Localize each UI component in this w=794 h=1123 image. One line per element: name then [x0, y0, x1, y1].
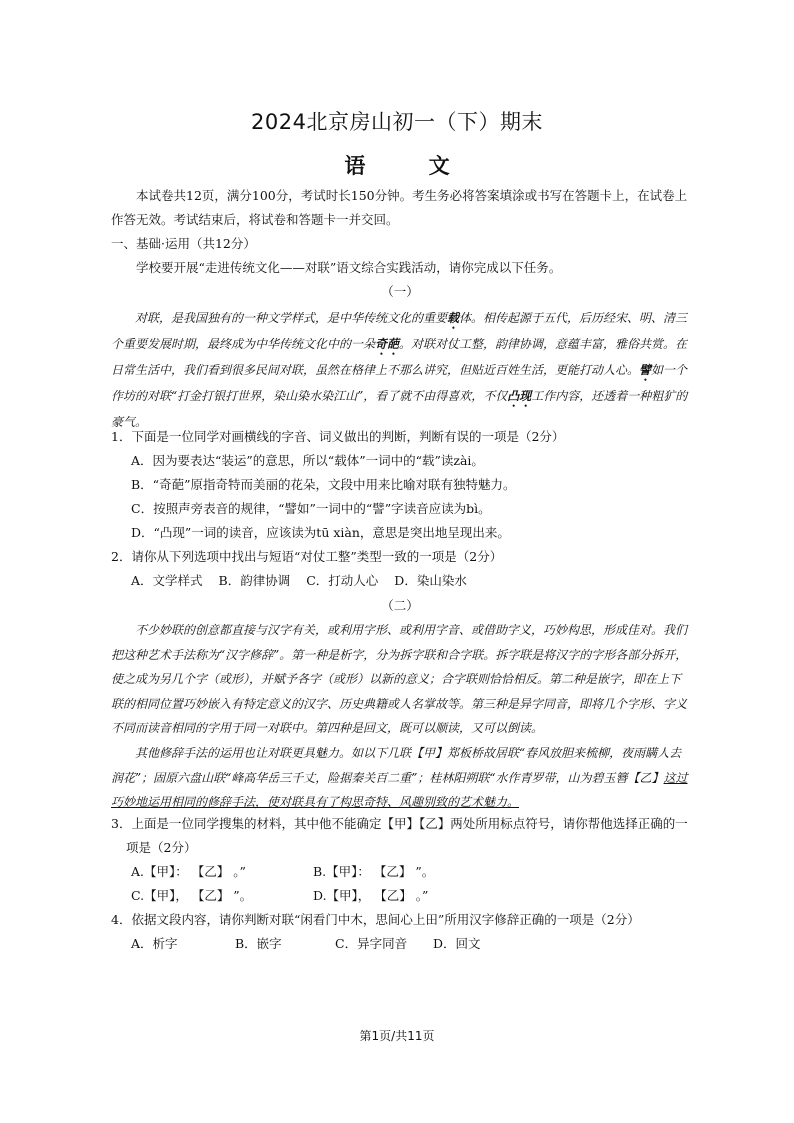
question-3-stem: 3．上面是一位同学搜集的材料，其中他不能确定【甲】【乙】两处所用标点符号，请你帮他选择正确的一项是（2分） [111, 816, 688, 855]
part-label-2: （二） [381, 598, 419, 613]
passage-1-text: 如一个作坊的对联“打金打银打世界，染山染水染江山”，看了就不由得喜欢，不仅 [111, 363, 688, 403]
passage-1-text: 工作内容，还透着一种粗犷的豪气。 [111, 389, 688, 429]
passage-1-text: 体。相传起源于五代，后历经宋、明、清三个重要发展时期，最终成为中华传统文化中的一朵 [111, 311, 688, 351]
q1-option-b: B．“奇葩”原指奇特而美丽的花朵，文段中用来比喻对联有独特魅力。 [131, 477, 516, 492]
exam-title: 2024北京房山初一（下）期末 [251, 110, 543, 134]
question-1-stem: 1．下面是一位同学对画横线的字音、词义做出的判断，判断有误的一项是（2分） [111, 429, 565, 444]
passage-2-para-2-text: 其他修辞手法的运用也让对联更具魅力。如以下几联【甲】郑板桥故居联“春风放胆来梳柳，夜雨瞒人去润花”；固原六盘山联“峰高华岳三千丈，险据秦关百二重”；桂林阳朔联“水作青罗带，山为碧玉簪【乙】 [111, 746, 682, 785]
q4-option-b: B．嵌字 [235, 936, 282, 951]
q4-option-d: D．回文 [433, 936, 481, 951]
q3-options-row-1 [111, 860, 709, 884]
marked-word-pi: 譬 [639, 363, 652, 377]
section-heading: 一、基础·运用（共12分） [111, 236, 256, 251]
q4-options [111, 932, 709, 956]
q3-option-c: C.【甲】， 【乙】 ”。 [131, 888, 253, 903]
q3-option-d: D.【甲】， 【乙】 。” [313, 888, 429, 903]
task-text: 学校要开展“走进传统文化——对联”语文综合实践活动，请你完成以下任务。 [136, 260, 562, 275]
q2-option-d: D．染山染水 [394, 573, 467, 588]
passage-1-text: 。对联对仗工整，韵律协调，意蕴丰富，雅俗共赏。在日常生活中，我们看到很多民间对联，虽然在格律上不那么讲究，但贴近百姓生活，更能打动人心。 [111, 337, 688, 377]
passage-2-para-1: 不少妙联的创意都直接与汉字有关，或利用字形、或利用字音、或借助字义，巧妙构思，形成佳对。我们把这种艺术手法称为“汉字修辞”。第一种是析字，分为拆字联和合字联。拆字联是将汉字的字形各部分拆开，使之成为另几个字（或形），并赋予各字（或形）以新的意义；合字联则恰恰相反。第二种是嵌字，即在上下联的相同位置巧妙嵌入有特定意义的汉字、历史典籍或人名掌故等。第三种是异字同音，即将几个字形、字义不同而读音相同的字用于同一对联中。第四种是回文，既可以顺读，又可以倒读。 [111, 623, 688, 735]
subject-title: 语 文 [344, 153, 478, 178]
q4-option-c: C．异字同音 [335, 936, 408, 951]
q3-option-b: B.【甲】： 【乙】 ”。 [313, 864, 435, 879]
question-2-stem: 2．请你从下列选项中找出与短语“对仗工整”类型一致的一项是（2分） [111, 549, 503, 564]
q1-option-c: C．按照声旁表音的规律，“譬如”一词中的“譬”字读音应读为bì。 [131, 501, 491, 516]
q2-option-c: C．打动人心 [306, 573, 379, 588]
passage-1-text: 对联，是我国独有的一种文学样式，是中华传统文化的重要 [135, 311, 448, 325]
marked-word-zai: 载 [447, 311, 460, 325]
q1-option-a: A．因为要表达“装运”的意思，所以“载体”一词中的“载”读zài。 [131, 453, 484, 468]
marked-word-qipa: 奇葩 [375, 337, 400, 351]
question-4-stem: 4．依据文段内容，请你判断对联“闲看门中木，思间心上田”所用汉字修辞正确的一项是（2分） [111, 912, 640, 927]
marked-word-tuxian: 凸现 [507, 389, 532, 403]
underlined-sentence: 这过巧妙地运用相同的修辞手法，使对联具有了构思奇特、风趣别致的艺术魅力。 [111, 770, 688, 809]
passage-2-para-2 [111, 741, 689, 815]
q3-option-a: A.【甲】： 【乙】 。” [131, 864, 246, 879]
q3-options-row-2 [111, 884, 709, 908]
intro-text: 本试卷共12页，满分100分，考试时长150分钟。考生务必将答案填涂或书写在答题卡上，在试卷上作答无效。考试结束后，将试卷和答题卡一并交回。 [111, 188, 688, 227]
q1-option-d: D．“凸现”一词的读音，应该读为tū xiàn，意思是突出地呈现出来。 [131, 525, 510, 540]
part-label-1: （一） [381, 284, 419, 299]
page-number: 第1页/共11页 [359, 1029, 435, 1043]
q4-option-a: A．析字 [131, 936, 178, 951]
q2-options [111, 569, 709, 593]
q2-option-b: B．韵律协调 [218, 573, 291, 588]
passage-1 [111, 306, 689, 435]
q2-option-a: A．文学样式 [131, 573, 203, 588]
